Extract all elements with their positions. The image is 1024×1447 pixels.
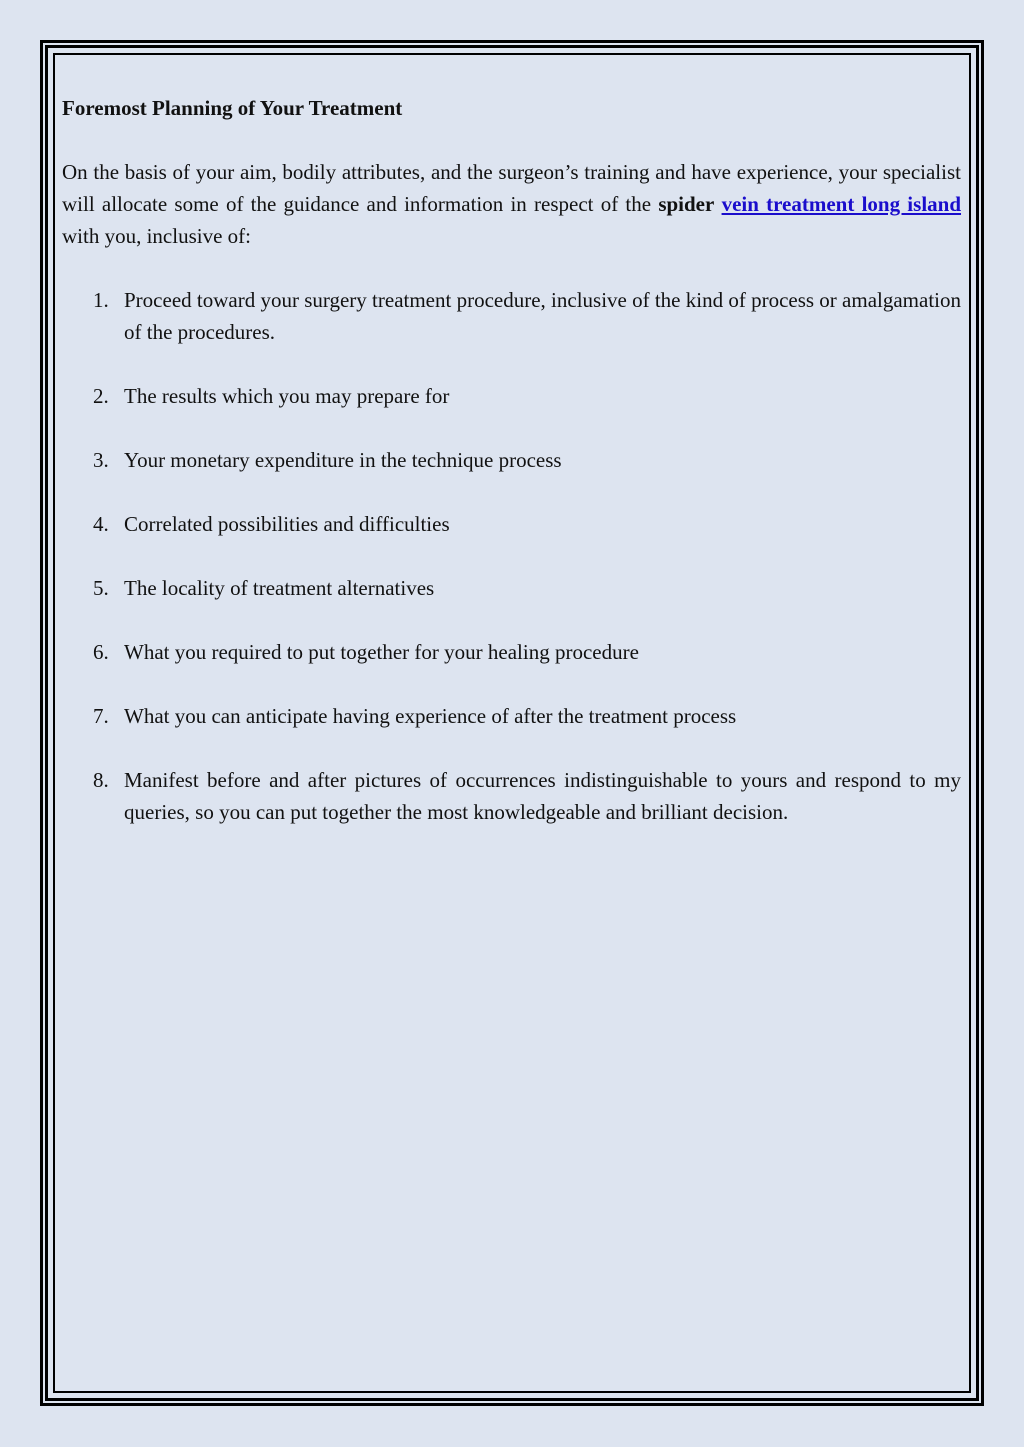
list-item <box>62 572 961 604</box>
list-item <box>62 284 961 348</box>
document-heading: Foremost Planning of Your Treatment <box>62 96 403 120</box>
intro-text-before: On the basis of your aim, bodily attributes, and the surgeon’s training and have experience, your specialist will allocate some of the guidance and information in respect of the <box>62 160 961 216</box>
list-item <box>62 636 961 668</box>
list-item-text: Correlated possibilities and difficulties <box>124 512 450 536</box>
list-item <box>62 444 961 476</box>
list-item <box>62 380 961 412</box>
list-item-number: 6. <box>93 640 109 664</box>
treatment-list <box>62 284 961 828</box>
intro-paragraph <box>62 156 961 252</box>
list-item <box>62 508 961 540</box>
list-item-text: Proceed toward your surgery treatment procedure, inclusive of the kind of process or amalgamation of the procedures. <box>124 288 962 344</box>
list-item-text: The results which you may prepare for <box>124 384 450 408</box>
list-item-number: 8. <box>93 768 109 792</box>
list-item-number: 1. <box>93 288 109 312</box>
list-item-text: What you can anticipate having experience of after the treatment process <box>124 704 737 728</box>
intro-bold-text: spider <box>658 192 715 216</box>
list-item <box>62 764 961 828</box>
list-item <box>62 700 961 732</box>
list-item-text: The locality of treatment alternatives <box>124 576 435 600</box>
list-item-text: What you required to put together for your healing procedure <box>124 640 639 664</box>
treatment-link[interactable]: vein treatment long island <box>721 192 962 216</box>
list-item-text: Your monetary expenditure in the technique process <box>124 448 562 472</box>
list-item-number: 5. <box>93 576 109 600</box>
list-item-number: 4. <box>93 512 109 536</box>
list-item-text: Manifest before and after pictures of occurrences indistinguishable to yours and respond to my queries, so you can put together the most knowledgeable and brilliant decision. <box>124 768 961 824</box>
document-content <box>62 92 961 860</box>
list-item-number: 3. <box>93 448 109 472</box>
list-item-number: 7. <box>93 704 109 728</box>
list-item-number: 2. <box>93 384 109 408</box>
intro-text-after: with you, inclusive of: <box>62 224 251 248</box>
